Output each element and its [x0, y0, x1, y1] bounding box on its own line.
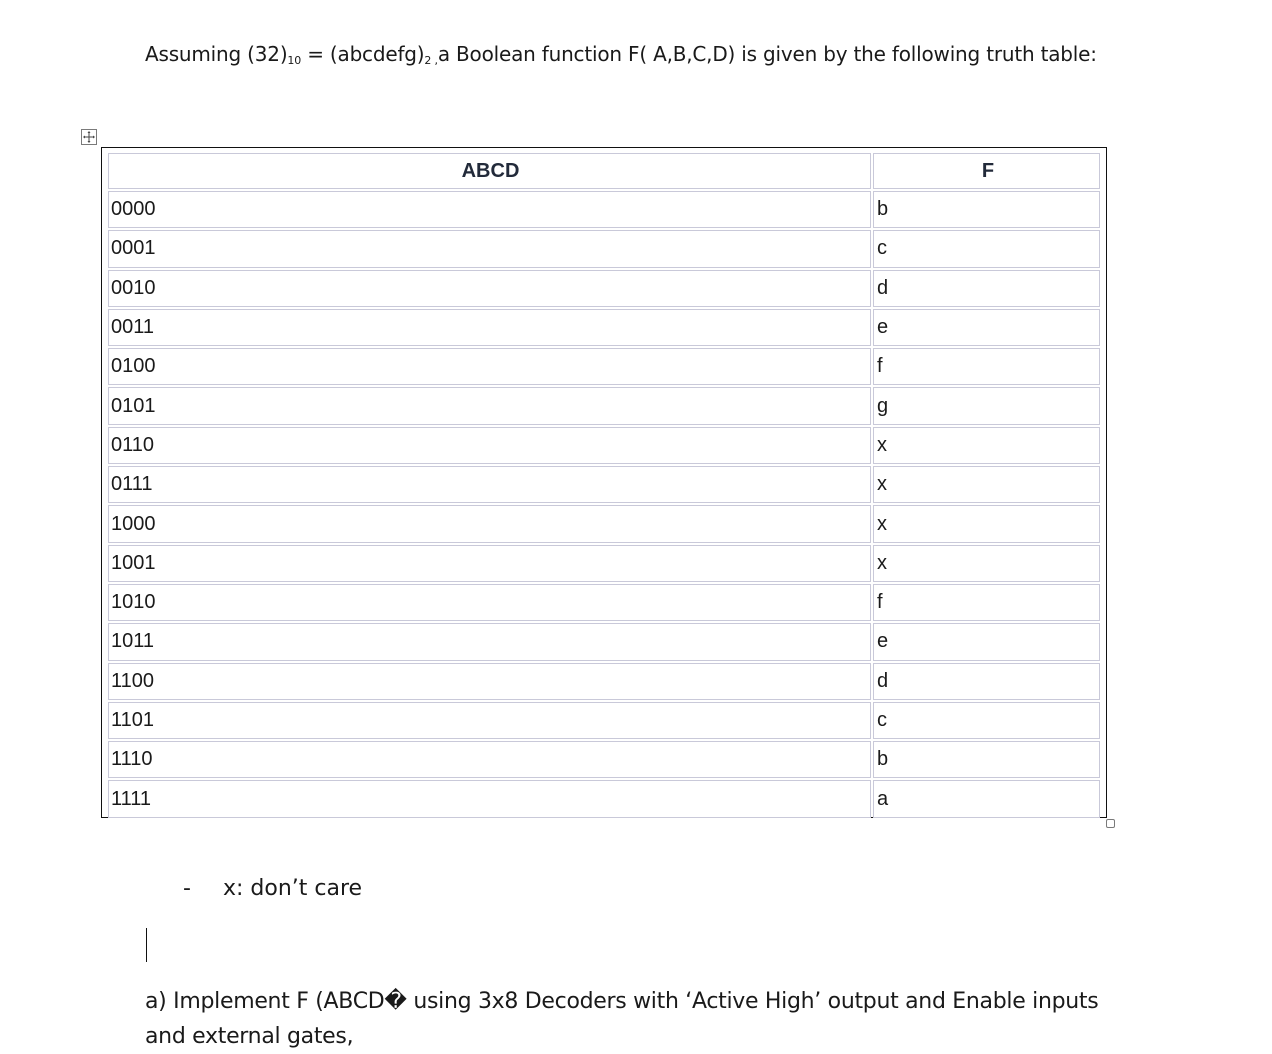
cell-abcd[interactable]: 1110: [108, 741, 871, 778]
cell-f[interactable]: b: [873, 191, 1100, 228]
text-cursor: [146, 928, 147, 962]
table-row: [108, 780, 1100, 817]
cell-abcd[interactable]: 1111: [108, 780, 871, 817]
cell-f[interactable]: c: [873, 702, 1100, 739]
table-row: [108, 623, 1100, 660]
cell-abcd[interactable]: 1000: [108, 505, 871, 542]
cell-f[interactable]: x: [873, 466, 1100, 503]
cell-abcd[interactable]: 0000: [108, 191, 871, 228]
table-row: [108, 309, 1100, 346]
table-header-row: [108, 153, 1100, 189]
intro-sentence: [145, 42, 1097, 67]
table-row: [108, 741, 1100, 778]
cell-abcd[interactable]: 0100: [108, 348, 871, 385]
note-text: x: don’t care: [223, 876, 363, 901]
question-a: a) Implement F (ABCD� using 3x8 Decoders with ‘Active High’ output and Enable inputs and external gates,: [145, 989, 1099, 1049]
table-row: [108, 427, 1100, 464]
truth-table-frame: [101, 147, 1107, 818]
cell-abcd[interactable]: 0110: [108, 427, 871, 464]
table-row: [108, 584, 1100, 621]
header-f[interactable]: F: [873, 153, 1100, 189]
table-row: [108, 545, 1100, 582]
cell-f[interactable]: x: [873, 427, 1100, 464]
cell-f[interactable]: b: [873, 741, 1100, 778]
cell-abcd[interactable]: 1100: [108, 663, 871, 700]
intro-suffix: a Boolean function F( A,B,C,D) is given by the following truth table:: [437, 42, 1097, 66]
cell-f[interactable]: a: [873, 780, 1100, 817]
truth-table: [106, 151, 1102, 820]
table-resize-handle-icon[interactable]: [1106, 819, 1115, 828]
truth-table-body: [108, 191, 1100, 818]
intro-base10-subscript: 10: [287, 54, 302, 67]
table-row: [108, 270, 1100, 307]
cell-abcd[interactable]: 1010: [108, 584, 871, 621]
cell-f[interactable]: g: [873, 387, 1100, 424]
cell-f[interactable]: f: [873, 584, 1100, 621]
table-row: [108, 702, 1100, 739]
cell-f[interactable]: f: [873, 348, 1100, 385]
intro-mid: = (abcdefg): [301, 42, 425, 66]
cell-abcd[interactable]: 1101: [108, 702, 871, 739]
cell-f[interactable]: x: [873, 545, 1100, 582]
cell-f[interactable]: e: [873, 623, 1100, 660]
dont-care-note: [183, 876, 362, 901]
cell-abcd[interactable]: 1011: [108, 623, 871, 660]
cell-f[interactable]: c: [873, 230, 1100, 267]
header-abcd[interactable]: ABCD: [108, 153, 871, 189]
cell-abcd[interactable]: 0101: [108, 387, 871, 424]
cell-abcd[interactable]: 0111: [108, 466, 871, 503]
cell-abcd[interactable]: 1001: [108, 545, 871, 582]
table-row: [108, 505, 1100, 542]
note-bullet: -: [183, 876, 191, 901]
cell-abcd[interactable]: 0011: [108, 309, 871, 346]
table-row: [108, 387, 1100, 424]
cell-f[interactable]: e: [873, 309, 1100, 346]
table-row: [108, 663, 1100, 700]
cell-abcd[interactable]: 0010: [108, 270, 871, 307]
cell-f[interactable]: x: [873, 505, 1100, 542]
table-row: [108, 230, 1100, 267]
cell-f[interactable]: d: [873, 270, 1100, 307]
table-row: [108, 466, 1100, 503]
intro-prefix: Assuming (32): [145, 42, 288, 66]
cell-f[interactable]: d: [873, 663, 1100, 700]
table-row: [108, 348, 1100, 385]
intro-base2-subscript: 2 ,: [424, 54, 438, 67]
table-row: [108, 191, 1100, 228]
cell-abcd[interactable]: 0001: [108, 230, 871, 267]
table-move-handle-icon[interactable]: [81, 129, 97, 145]
